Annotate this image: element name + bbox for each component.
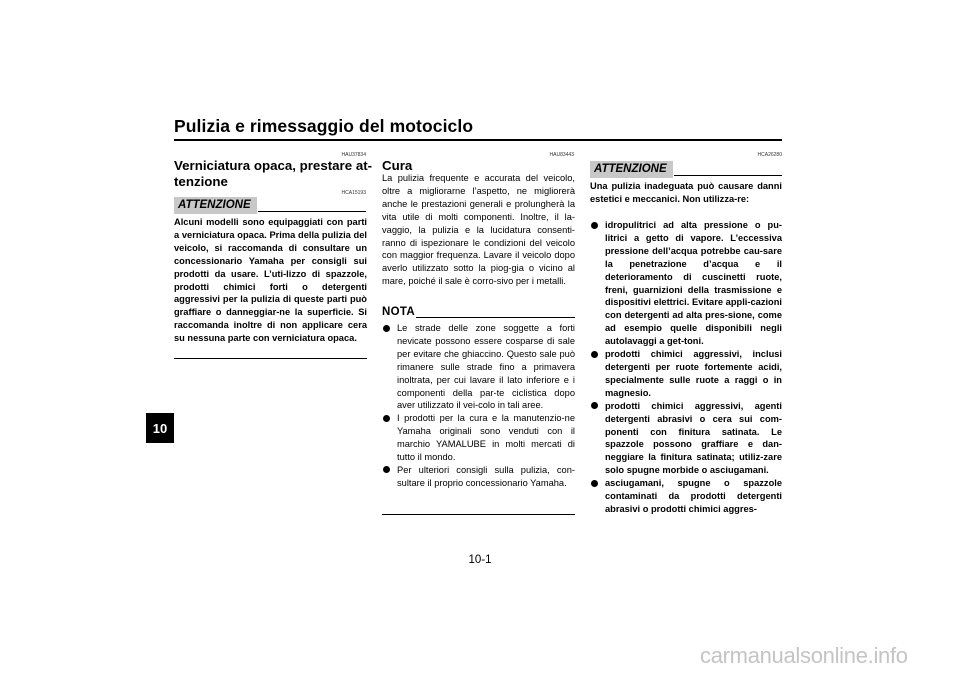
title-rule — [174, 139, 782, 141]
warning-rule — [674, 175, 782, 176]
watermark: carmanualsonline.info — [700, 643, 908, 668]
section-code: HAU83443 — [549, 152, 574, 158]
cura-body: La pulizia frequente e accurata del veicolo, oltre a migliorarne l’aspetto, ne migliorerà anche le prestazioni generali e prolungherà la vita utile di molti componenti. Inoltre, il la-vaggio, la pulizia e la lucidatura consenti-ranno di ispezionare le condizioni del veicolo con maggior frequenza. Lavare il veicolo dopo averlo utilizzato sotto la piog-gia o vicino al mare, poiché il sale è corro-sivo per i metalli. — [382, 173, 575, 287]
nota-end-rule — [382, 514, 575, 515]
warning-code: HCA26280 — [757, 152, 782, 158]
section-heading-verniciatura — [174, 158, 374, 190]
bullet-icon — [591, 351, 598, 358]
list-item: asciugamani, spugne o spazzole contaminati da prodotti detergenti abrasivi o prodotti chimici aggres- — [590, 477, 782, 516]
bullet-icon — [591, 222, 598, 229]
warning-intro: Una pulizia inadeguata può causare danni estetici e meccanici. Non utilizza-re: — [590, 181, 782, 204]
bullet-icon — [383, 466, 390, 473]
warning-label: ATTENZIONE — [590, 161, 673, 178]
page-number: 10-1 — [468, 554, 492, 566]
list-item: idropulitrici ad alta pressione o pu-litrici a getto di vapore. L’eccessiva pressione dell’acqua potrebbe cau-sare la penetrazione d’acqua e il deterioramento di cuscinetti ruote, freni, guarnizioni della trasmissione e dispositivi elettrici. Evitare appli-cazioni con detergenti ad alta pres-sione, come ad esempio quelle disponibili negli autolavaggi a get-toni. — [590, 219, 782, 348]
section-heading-cura: Cura — [382, 158, 413, 173]
list-item: prodotti chimici aggressivi, inclusi detergenti per ruote fortemente acidi, specialmente sulle ruote a raggi o in magnesio. — [590, 348, 782, 400]
heading-line: Verniciatura opaca, prestare at- — [174, 158, 373, 173]
list-item: prodotti chimici aggressivi, agenti detergenti abrasivi o cera sui com-ponenti con finitura satinata. Le spazzole possono graffiare e dan-neggiare la finitura satinata; utiliz-zare solo spugne morbide o asciugamani. — [590, 400, 782, 477]
list-item: Per ulteriori consigli sulla pulizia, con-sultare il proprio concessionario Yamaha. — [382, 464, 575, 490]
list-item: I prodotti per la cura e la manutenzio-ne Yamaha originali sono venduti con il marchio YAMALUBE in molti mercati di tutto il mondo. — [382, 412, 575, 464]
nota-label: NOTA — [382, 306, 415, 318]
list-item: Le strade delle zone soggette a forti nevicate possono essere cosparse di sale per evitare che ghiaccino. Questo sale può rimanere sulle strade fino a primavera inoltrata, per cui lavare il lato inferiore e i componenti della par-te ciclistica dopo aver utilizzato il vei-colo in tali aree. — [382, 322, 575, 412]
warning-label: ATTENZIONE — [174, 197, 257, 214]
bullet-icon — [591, 402, 598, 409]
page-title: Pulizia e rimessaggio del motociclo — [174, 116, 474, 136]
nota-rule — [416, 317, 575, 318]
warning-list — [590, 219, 782, 516]
nota-list — [382, 322, 575, 490]
warning-rule — [258, 211, 366, 212]
bullet-icon — [591, 480, 598, 487]
warning-text: Alcuni modelli sono equipaggiati con parti a verniciatura opaca. Prima della pulizia del veicolo, si raccomanda di consultare un concessionario Yamaha per consigli sui prodotti da usare. L’uti-lizzo di spazzole, prodotti chimici forti o detergenti aggressivi per la pulizia di queste parti può graffiare o danneggiar-ne la superficie. Si raccomanda inoltre di non applicare cera su nessuna parte con verniciatura opaca. — [174, 217, 367, 344]
bullet-icon — [383, 325, 390, 332]
section-code: HAU37834 — [341, 152, 366, 158]
chapter-tab: 10 — [146, 413, 174, 443]
bullet-icon — [383, 415, 390, 422]
heading-line: tenzione — [174, 174, 228, 189]
warning-end-rule — [174, 358, 367, 359]
warning-code: HCA15193 — [341, 190, 366, 196]
